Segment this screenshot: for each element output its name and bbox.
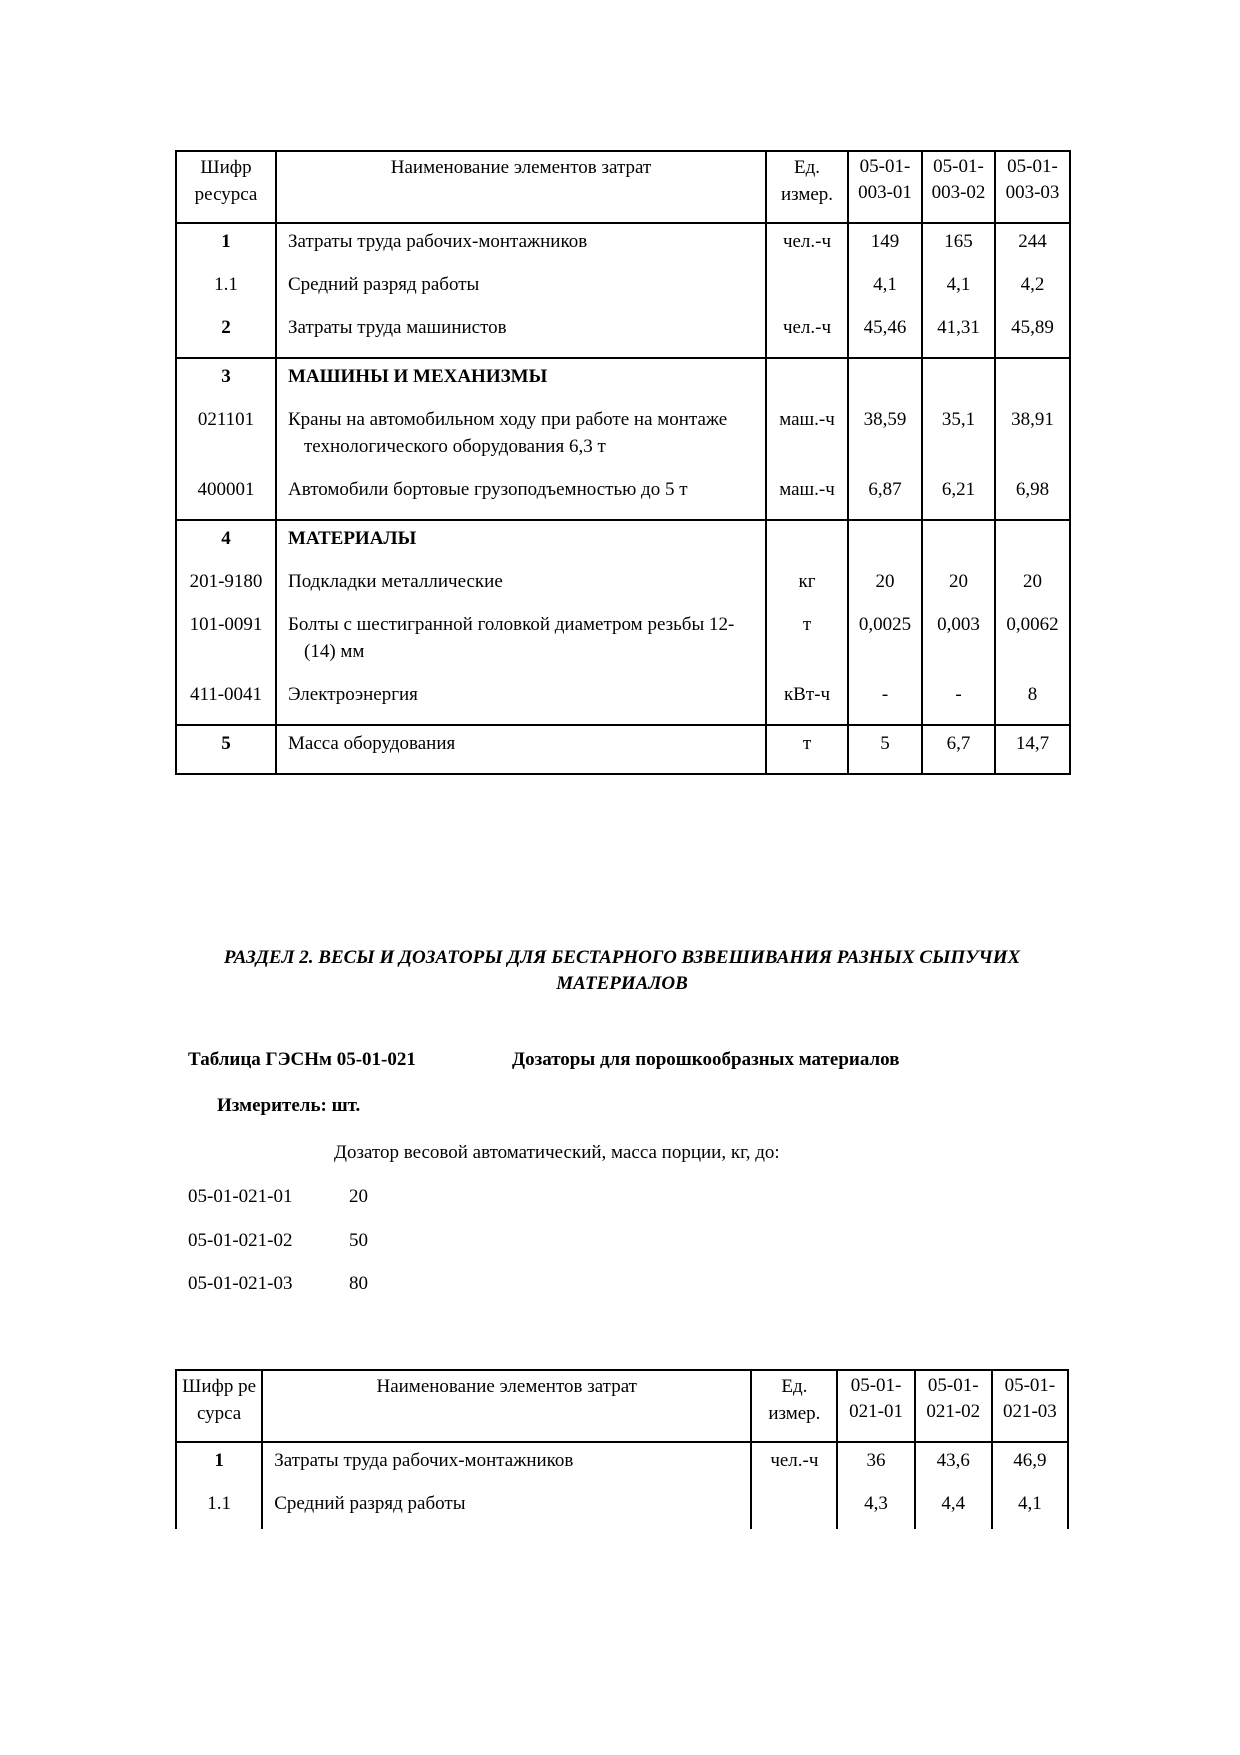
row-value-1: 4,3 (837, 1486, 914, 1529)
table-row (176, 725, 1070, 774)
row-value-3: 46,9 (992, 1442, 1068, 1486)
row-unit: кг (766, 564, 848, 607)
row-value-3: 20 (995, 564, 1070, 607)
row-unit: чел.-ч (751, 1442, 837, 1486)
row-name: Подкладки металлические (276, 564, 766, 607)
row-name: Средний разряд работы (262, 1486, 751, 1529)
row-value-2: 4,1 (922, 267, 995, 310)
row-unit: чел.-ч (766, 310, 848, 358)
row-name: Болты с шестигранной головкой диаметром резьбы 12-(14) мм (276, 607, 766, 677)
row-value-1: 38,59 (848, 402, 922, 472)
code-line (188, 1271, 368, 1297)
row-value-1: 36 (837, 1442, 914, 1486)
row-value-2: 165 (922, 223, 995, 267)
code-line (188, 1228, 368, 1254)
header-col-3: 05-01-021-03 (992, 1370, 1068, 1442)
row-value-1: 4,1 (848, 267, 922, 310)
table-row (176, 1442, 1068, 1486)
row-code: 411-0041 (176, 677, 276, 725)
row-name: Затраты труда рабочих-монтажников (276, 223, 766, 267)
row-unit (766, 267, 848, 310)
row-value-1: 45,46 (848, 310, 922, 358)
table-row (176, 267, 1070, 310)
row-name: Средний разряд работы (276, 267, 766, 310)
row-unit (751, 1486, 837, 1529)
row-value-2: - (922, 677, 995, 725)
row-value-3: 8 (995, 677, 1070, 725)
code: 05-01-021-01 (188, 1186, 293, 1207)
row-name: Автомобили бортовые грузоподъемностью до 5 т (276, 472, 766, 520)
row-unit: маш.-ч (766, 402, 848, 472)
row-value-1: 149 (848, 223, 922, 267)
row-unit: т (766, 607, 848, 677)
row-value-3: 0,0062 (995, 607, 1070, 677)
row-value-2: 6,21 (922, 472, 995, 520)
row-name: МАШИНЫ И МЕХАНИЗМЫ (276, 358, 766, 402)
table-caption-label: Таблица ГЭСНм 05-01-021 (188, 1049, 416, 1070)
table-caption-title: Дозаторы для порошкообразных материалов (512, 1049, 900, 1070)
resource-table-05-01-021 (175, 1369, 1069, 1529)
row-value-2: 4,4 (915, 1486, 992, 1529)
row-code: 101-0091 (176, 607, 276, 677)
code-value: 80 (349, 1273, 368, 1294)
row-unit: чел.-ч (766, 223, 848, 267)
header-col-1: 05-01-003-01 (848, 151, 922, 223)
row-name: Масса оборудования (276, 725, 766, 774)
row-unit: маш.-ч (766, 472, 848, 520)
row-unit: кВт-ч (766, 677, 848, 725)
row-value-2: 43,6 (915, 1442, 992, 1486)
row-value-1: - (848, 677, 922, 725)
row-value-3: 6,98 (995, 472, 1070, 520)
row-name: Затраты труда рабочих-монтажников (262, 1442, 751, 1486)
code-value: 50 (349, 1230, 368, 1251)
table-row (176, 677, 1070, 725)
table-header-row (176, 1370, 1068, 1442)
header-name: Наименование элементов затрат (262, 1370, 751, 1442)
row-value-2: 20 (922, 564, 995, 607)
table-row (176, 472, 1070, 520)
table-row (176, 564, 1070, 607)
row-value-3: 4,1 (992, 1486, 1068, 1529)
code: 05-01-021-03 (188, 1273, 293, 1294)
header-col-2: 05-01-003-02 (922, 151, 995, 223)
header-name: Наименование элементов затрат (276, 151, 766, 223)
table-header-row (176, 151, 1070, 223)
row-code: 1.1 (176, 267, 276, 310)
row-code: 021101 (176, 402, 276, 472)
row-value-2: 41,31 (922, 310, 995, 358)
row-name: МАТЕРИАЛЫ (276, 520, 766, 564)
row-value-3: 14,7 (995, 725, 1070, 774)
header-code: Шифр ресурса (176, 151, 276, 223)
row-value-2: 35,1 (922, 402, 995, 472)
table-section-row (176, 358, 1070, 402)
header-col-2: 05-01-021-02 (915, 1370, 992, 1442)
table-row (176, 402, 1070, 472)
row-code: 2 (176, 310, 276, 358)
row-code: 1 (176, 223, 276, 267)
row-name: Краны на автомобильном ходу при работе на монтаже технологического оборудования 6,3 т (276, 402, 766, 472)
header-col-1: 05-01-021-01 (837, 1370, 914, 1442)
row-code: 400001 (176, 472, 276, 520)
row-value-1: 6,87 (848, 472, 922, 520)
row-code: 1.1 (176, 1486, 262, 1529)
description: Дозатор весовой автоматический, масса порции, кг, до: (334, 1142, 780, 1163)
row-name: Электроэнергия (276, 677, 766, 725)
row-value-3: 244 (995, 223, 1070, 267)
row-name: Затраты труда машинистов (276, 310, 766, 358)
table-row (176, 607, 1070, 677)
row-value-1: 5 (848, 725, 922, 774)
code: 05-01-021-02 (188, 1230, 293, 1251)
row-code: 4 (176, 520, 276, 564)
table-row (176, 1486, 1068, 1529)
row-code: 1 (176, 1442, 262, 1486)
row-code: 5 (176, 725, 276, 774)
row-value-3: 45,89 (995, 310, 1070, 358)
code-line (188, 1184, 368, 1210)
row-value-3: 4,2 (995, 267, 1070, 310)
section-title: РАЗДЕЛ 2. ВЕСЫ И ДОЗАТОРЫ ДЛЯ БЕСТАРНОГО ВЗВЕШИВАНИЯ РАЗНЫХ СЫПУЧИХ МАТЕРИАЛОВ (223, 947, 1021, 994)
row-value-2: 6,7 (922, 725, 995, 774)
resource-table-05-01-003 (175, 150, 1071, 775)
row-code: 201-9180 (176, 564, 276, 607)
row-code: 3 (176, 358, 276, 402)
header-code: Шифр ресурса (176, 1370, 262, 1442)
table-section-row (176, 520, 1070, 564)
row-value-1: 20 (848, 564, 922, 607)
header-unit: Ед. измер. (751, 1370, 837, 1442)
row-value-1: 0,0025 (848, 607, 922, 677)
code-value: 20 (349, 1186, 368, 1207)
row-unit: т (766, 725, 848, 774)
row-value-2: 0,003 (922, 607, 995, 677)
header-col-3: 05-01-003-03 (995, 151, 1070, 223)
meter-unit: Измеритель: шт. (217, 1095, 361, 1116)
row-value-3: 38,91 (995, 402, 1070, 472)
table-row (176, 223, 1070, 267)
table-row (176, 310, 1070, 358)
header-unit: Ед. измер. (766, 151, 848, 223)
